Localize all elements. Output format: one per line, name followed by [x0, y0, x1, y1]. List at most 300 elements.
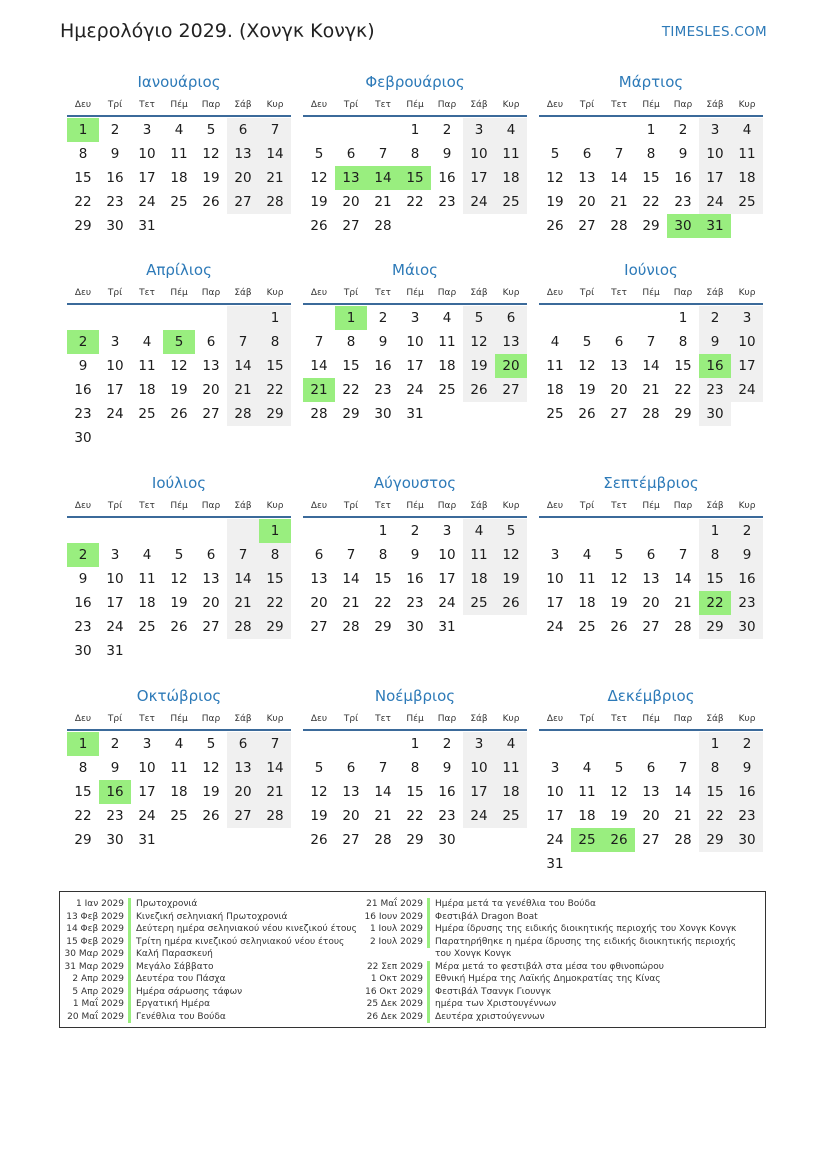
day-cell: 24	[546, 619, 564, 635]
day-cell: 29	[74, 832, 92, 848]
day-cell: 7	[678, 547, 688, 563]
holiday-date: 22 Σεπ 2029	[366, 961, 423, 972]
day-cell: 23	[374, 382, 392, 398]
holiday-name: Φεστιβάλ Τσανγκ Γιουνγκ	[427, 986, 551, 999]
day-cell: 11	[731, 142, 763, 166]
day-cell: 26	[603, 828, 635, 852]
weekday-label: Σάβ	[234, 713, 252, 724]
day-cell: 8	[78, 760, 88, 776]
weekday-label: Κυρ	[738, 99, 756, 110]
day-cell: 26	[495, 591, 527, 615]
empty-cell	[399, 214, 431, 238]
weekday-label: Τετ	[139, 713, 155, 724]
day-cell: 12	[546, 170, 564, 186]
day-cell: 28	[310, 406, 328, 422]
day-cell: 18	[170, 784, 188, 800]
weekday-label: Τρί	[107, 287, 123, 298]
month-calendar	[539, 258, 763, 426]
day-cell: 23	[438, 194, 456, 210]
weekday-header	[539, 282, 763, 305]
month-calendar	[303, 684, 527, 852]
empty-cell	[539, 306, 571, 330]
empty-cell	[571, 118, 603, 142]
holiday-name: Πρωτοχρονιά	[128, 898, 197, 911]
day-cell: 16	[674, 170, 692, 186]
day-cell: 3	[142, 736, 152, 752]
day-cell: 30	[731, 828, 763, 852]
day-cell: 22	[674, 382, 692, 398]
empty-cell	[163, 306, 195, 330]
day-cell: 27	[202, 619, 220, 635]
empty-cell	[195, 214, 227, 238]
day-cell: 18	[170, 170, 188, 186]
day-cell: 2	[378, 310, 388, 326]
empty-cell	[227, 519, 259, 543]
day-cell: 17	[463, 780, 495, 804]
day-cell: 14	[259, 756, 291, 780]
day-cell: 9	[442, 146, 452, 162]
day-cell: 15	[699, 780, 731, 804]
weekday-label: Σάβ	[706, 99, 724, 110]
day-cell: 18	[138, 595, 156, 611]
holiday-row	[64, 1011, 357, 1024]
day-cell: 7	[614, 146, 624, 162]
empty-cell	[463, 828, 495, 852]
weekday-label: Τρί	[579, 500, 595, 511]
holiday-date: 20 Μαΐ 2029	[67, 1011, 124, 1022]
day-cell: 2	[731, 732, 763, 756]
day-cell: 10	[463, 142, 495, 166]
day-cell: 22	[74, 194, 92, 210]
day-cell: 5	[206, 736, 216, 752]
day-cell: 11	[170, 760, 188, 776]
day-cell: 4	[174, 736, 184, 752]
holiday-name: Μεγάλο Σάββατο	[128, 961, 214, 974]
weekday-header	[539, 495, 763, 518]
day-grid	[303, 519, 527, 639]
day-cell: 25	[463, 591, 495, 615]
month-name: Αύγουστος	[373, 474, 457, 492]
day-cell: 26	[310, 218, 328, 234]
day-cell: 28	[674, 832, 692, 848]
weekday-label: Παρ	[437, 713, 457, 724]
day-cell: 11	[438, 334, 456, 350]
weekday-label: Τετ	[139, 500, 155, 511]
empty-cell	[227, 306, 259, 330]
day-cell: 16	[374, 358, 392, 374]
empty-cell	[699, 852, 731, 876]
empty-cell	[195, 306, 227, 330]
day-cell: 29	[342, 406, 360, 422]
holiday-row	[64, 973, 357, 986]
day-cell: 5	[163, 330, 195, 354]
day-cell: 4	[582, 760, 592, 776]
day-cell: 27	[227, 804, 259, 828]
day-cell: 21	[227, 591, 259, 615]
day-cell: 23	[731, 804, 763, 828]
day-cell: 9	[442, 760, 452, 776]
day-cell: 23	[406, 595, 424, 611]
day-cell: 29	[74, 218, 92, 234]
day-cell: 3	[463, 732, 495, 756]
day-cell: 25	[438, 382, 456, 398]
day-cell: 22	[259, 591, 291, 615]
day-cell: 19	[610, 808, 628, 824]
day-cell: 24	[106, 619, 124, 635]
day-cell: 17	[106, 382, 124, 398]
day-cell: 19	[463, 354, 495, 378]
day-cell: 1	[646, 122, 656, 138]
empty-cell	[571, 519, 603, 543]
day-cell: 29	[699, 828, 731, 852]
day-cell: 13	[227, 142, 259, 166]
day-cell: 20	[202, 382, 220, 398]
weekday-label: Σάβ	[234, 287, 252, 298]
day-cell: 12	[610, 571, 628, 587]
weekday-label: Τετ	[611, 500, 627, 511]
brand-link[interactable]: TIMESLES.COM	[661, 24, 767, 40]
holiday-list-right	[363, 898, 736, 1023]
day-cell: 2	[67, 330, 99, 354]
day-cell: 2	[678, 122, 688, 138]
day-cell: 17	[546, 808, 564, 824]
month-name: Μάιος	[392, 261, 438, 279]
empty-cell	[431, 214, 463, 238]
day-cell: 13	[202, 571, 220, 587]
weekday-label: Τετ	[139, 99, 155, 110]
day-cell: 3	[442, 523, 452, 539]
empty-cell	[603, 519, 635, 543]
day-cell: 20	[202, 595, 220, 611]
day-cell: 17	[546, 595, 564, 611]
weekday-label: Σάβ	[470, 500, 488, 511]
day-cell: 22	[642, 194, 660, 210]
weekday-label: Κυρ	[266, 713, 284, 724]
day-cell: 24	[138, 808, 156, 824]
day-cell: 3	[410, 310, 420, 326]
holiday-name: Ημέρα ίδρυσης της ειδικής διοικητικής περιοχής του Χονγκ Κονγκ	[427, 923, 736, 936]
day-cell: 9	[731, 756, 763, 780]
holiday-name: Δευτέρα του Πάσχα	[128, 973, 226, 986]
weekday-label: Πέμ	[406, 287, 424, 298]
day-cell: 18	[731, 166, 763, 190]
day-cell: 16	[438, 170, 456, 186]
day-cell: 10	[463, 756, 495, 780]
holiday-row	[64, 948, 357, 961]
weekday-label: Δευ	[310, 287, 328, 298]
day-cell: 17	[106, 595, 124, 611]
day-cell: 20	[578, 194, 596, 210]
day-cell: 3	[550, 760, 560, 776]
empty-cell	[227, 426, 259, 450]
day-cell: 25	[138, 406, 156, 422]
empty-cell	[571, 306, 603, 330]
empty-cell	[495, 402, 527, 426]
weekday-label: Τετ	[375, 500, 391, 511]
day-cell: 13	[310, 571, 328, 587]
day-cell: 6	[346, 760, 356, 776]
weekday-label: Δευ	[546, 500, 564, 511]
day-cell: 14	[367, 166, 399, 190]
holiday-date: 16 Ιουν 2029	[364, 911, 423, 922]
day-cell: 18	[578, 595, 596, 611]
weekday-label: Κυρ	[738, 713, 756, 724]
empty-cell	[731, 852, 763, 876]
weekday-label: Παρ	[673, 500, 693, 511]
day-grid	[303, 732, 527, 852]
holiday-row	[363, 1011, 736, 1024]
day-cell: 13	[342, 784, 360, 800]
day-cell: 16	[74, 595, 92, 611]
day-cell: 29	[259, 615, 291, 639]
day-cell: 21	[610, 194, 628, 210]
weekday-label: Πέμ	[642, 99, 660, 110]
day-cell: 28	[259, 804, 291, 828]
weekday-label: Τρί	[343, 713, 359, 724]
day-cell: 22	[74, 808, 92, 824]
day-cell: 8	[259, 543, 291, 567]
day-cell: 21	[259, 780, 291, 804]
day-cell: 2	[67, 543, 99, 567]
day-cell: 8	[699, 756, 731, 780]
day-cell: 8	[646, 146, 656, 162]
day-cell: 9	[78, 358, 88, 374]
day-cell: 13	[202, 358, 220, 374]
day-cell: 18	[463, 567, 495, 591]
day-cell: 26	[463, 378, 495, 402]
day-grid	[539, 519, 763, 639]
day-cell: 12	[463, 330, 495, 354]
day-cell: 15	[74, 170, 92, 186]
day-cell: 28	[610, 218, 628, 234]
month-name: Οκτώβριος	[136, 687, 222, 705]
day-cell: 30	[699, 402, 731, 426]
holiday-row	[363, 948, 736, 961]
day-cell: 19	[202, 170, 220, 186]
day-cell: 14	[342, 571, 360, 587]
day-cell: 23	[674, 194, 692, 210]
day-cell: 8	[346, 334, 356, 350]
holiday-row	[64, 998, 357, 1011]
weekday-label: Δευ	[310, 500, 328, 511]
weekday-label: Σάβ	[470, 713, 488, 724]
day-cell: 27	[342, 218, 360, 234]
day-cell: 30	[74, 430, 92, 446]
holiday-row	[363, 923, 736, 936]
day-cell: 7	[259, 118, 291, 142]
day-cell: 20	[495, 354, 527, 378]
day-cell: 10	[406, 334, 424, 350]
day-cell: 4	[463, 519, 495, 543]
day-cell: 12	[610, 784, 628, 800]
holiday-name: Ημέρα μετά τα γενέθλια του Βούδα	[427, 898, 596, 911]
weekday-header	[303, 94, 527, 117]
weekday-label: Δευ	[74, 500, 92, 511]
holiday-list-left	[64, 898, 357, 1023]
day-cell: 28	[227, 402, 259, 426]
day-cell: 5	[314, 760, 324, 776]
empty-cell	[603, 732, 635, 756]
day-cell: 22	[406, 808, 424, 824]
empty-cell	[367, 732, 399, 756]
day-cell: 7	[378, 760, 388, 776]
weekday-label: Δευ	[74, 287, 92, 298]
day-cell: 27	[202, 406, 220, 422]
weekday-label: Πέμ	[170, 99, 188, 110]
day-cell: 17	[731, 354, 763, 378]
empty-cell	[163, 828, 195, 852]
day-cell: 20	[310, 595, 328, 611]
empty-cell	[131, 639, 163, 663]
weekday-label: Τρί	[579, 287, 595, 298]
empty-cell	[99, 306, 131, 330]
day-cell: 24	[463, 804, 495, 828]
empty-cell	[667, 852, 699, 876]
day-cell: 14	[642, 358, 660, 374]
holiday-date: 2 Ιουλ 2029	[369, 936, 423, 947]
day-cell: 3	[463, 118, 495, 142]
day-cell: 10	[138, 146, 156, 162]
day-cell: 11	[546, 358, 564, 374]
empty-cell	[131, 426, 163, 450]
weekday-header	[67, 282, 291, 305]
day-cell: 18	[546, 382, 564, 398]
weekday-header	[539, 94, 763, 117]
day-cell: 30	[406, 619, 424, 635]
holiday-date: 13 Φεβ 2029	[66, 911, 124, 922]
empty-cell	[603, 852, 635, 876]
day-grid	[539, 732, 763, 876]
day-cell: 4	[142, 334, 152, 350]
day-cell: 14	[674, 784, 692, 800]
month-name: Ιούλιος	[151, 474, 207, 492]
day-cell: 10	[106, 571, 124, 587]
weekday-label: Σάβ	[470, 99, 488, 110]
day-cell: 14	[259, 142, 291, 166]
weekday-label: Παρ	[437, 99, 457, 110]
day-cell: 5	[174, 547, 184, 563]
day-cell: 17	[406, 358, 424, 374]
day-cell: 10	[438, 547, 456, 563]
day-cell: 22	[259, 378, 291, 402]
day-cell: 5	[550, 146, 560, 162]
day-cell: 15	[374, 571, 392, 587]
day-cell: 4	[582, 547, 592, 563]
weekday-label: Παρ	[201, 99, 221, 110]
weekday-label: Τρί	[343, 500, 359, 511]
weekday-label: Σάβ	[706, 500, 724, 511]
day-cell: 21	[303, 378, 335, 402]
weekday-label: Πέμ	[642, 287, 660, 298]
day-cell: 31	[699, 214, 731, 238]
weekday-label: Δευ	[310, 99, 328, 110]
day-cell: 24	[138, 194, 156, 210]
day-cell: 20	[342, 194, 360, 210]
day-cell: 21	[374, 194, 392, 210]
day-cell: 19	[310, 808, 328, 824]
day-cell: 27	[642, 619, 660, 635]
day-cell: 24	[406, 382, 424, 398]
day-cell: 1	[335, 306, 367, 330]
empty-cell	[67, 519, 99, 543]
day-cell: 13	[610, 358, 628, 374]
day-cell: 4	[550, 334, 560, 350]
day-cell: 23	[74, 619, 92, 635]
empty-cell	[163, 519, 195, 543]
day-cell: 11	[138, 571, 156, 587]
empty-cell	[731, 402, 763, 426]
day-cell: 12	[578, 358, 596, 374]
day-cell: 14	[227, 567, 259, 591]
holiday-date: 1 Μαΐ 2029	[72, 999, 124, 1009]
day-cell: 10	[138, 760, 156, 776]
day-cell: 18	[138, 382, 156, 398]
empty-cell	[539, 732, 571, 756]
day-cell: 31	[138, 218, 156, 234]
day-cell: 22	[406, 194, 424, 210]
month-calendar	[539, 684, 763, 876]
day-cell: 28	[642, 406, 660, 422]
day-cell: 7	[378, 146, 388, 162]
day-cell: 10	[731, 330, 763, 354]
day-cell: 4	[495, 732, 527, 756]
empty-cell	[131, 306, 163, 330]
month-name: Σεπτέμβριος	[603, 474, 699, 492]
day-cell: 31	[406, 406, 424, 422]
day-cell: 13	[335, 166, 367, 190]
month-calendar	[539, 70, 763, 238]
empty-cell	[635, 306, 667, 330]
holiday-name: Δευτέρα χριστούγεννων	[427, 1011, 545, 1024]
day-cell: 29	[406, 832, 424, 848]
holiday-date: 15 Φεβ 2029	[66, 936, 124, 947]
day-cell: 2	[110, 122, 120, 138]
weekday-header	[303, 708, 527, 731]
day-cell: 26	[202, 808, 220, 824]
day-cell: 27	[227, 190, 259, 214]
day-cell: 22	[342, 382, 360, 398]
day-grid	[67, 118, 291, 238]
day-cell: 1	[259, 519, 291, 543]
weekday-label: Δευ	[546, 287, 564, 298]
weekday-label: Πέμ	[170, 287, 188, 298]
empty-cell	[303, 118, 335, 142]
day-cell: 19	[610, 595, 628, 611]
empty-cell	[335, 118, 367, 142]
day-cell: 20	[227, 166, 259, 190]
day-cell: 13	[642, 571, 660, 587]
day-cell: 28	[374, 832, 392, 848]
day-cell: 28	[342, 619, 360, 635]
holiday-row	[363, 911, 736, 924]
day-cell: 9	[699, 330, 731, 354]
holiday-name: Κινεζική σεληνιακή Πρωτοχρονιά	[128, 911, 288, 924]
empty-cell	[99, 426, 131, 450]
weekday-label: Κυρ	[266, 99, 284, 110]
day-cell: 26	[202, 194, 220, 210]
weekday-label: Κυρ	[266, 500, 284, 511]
weekday-label: Σάβ	[234, 500, 252, 511]
weekday-label: Παρ	[201, 287, 221, 298]
day-cell: 8	[678, 334, 688, 350]
day-cell: 10	[546, 784, 564, 800]
holiday-row	[64, 898, 357, 911]
day-cell: 16	[699, 354, 731, 378]
holiday-name: ημέρα των Χριστουγέννων	[427, 998, 556, 1011]
weekday-label: Παρ	[673, 99, 693, 110]
weekday-header	[67, 708, 291, 731]
day-cell: 2	[442, 736, 452, 752]
